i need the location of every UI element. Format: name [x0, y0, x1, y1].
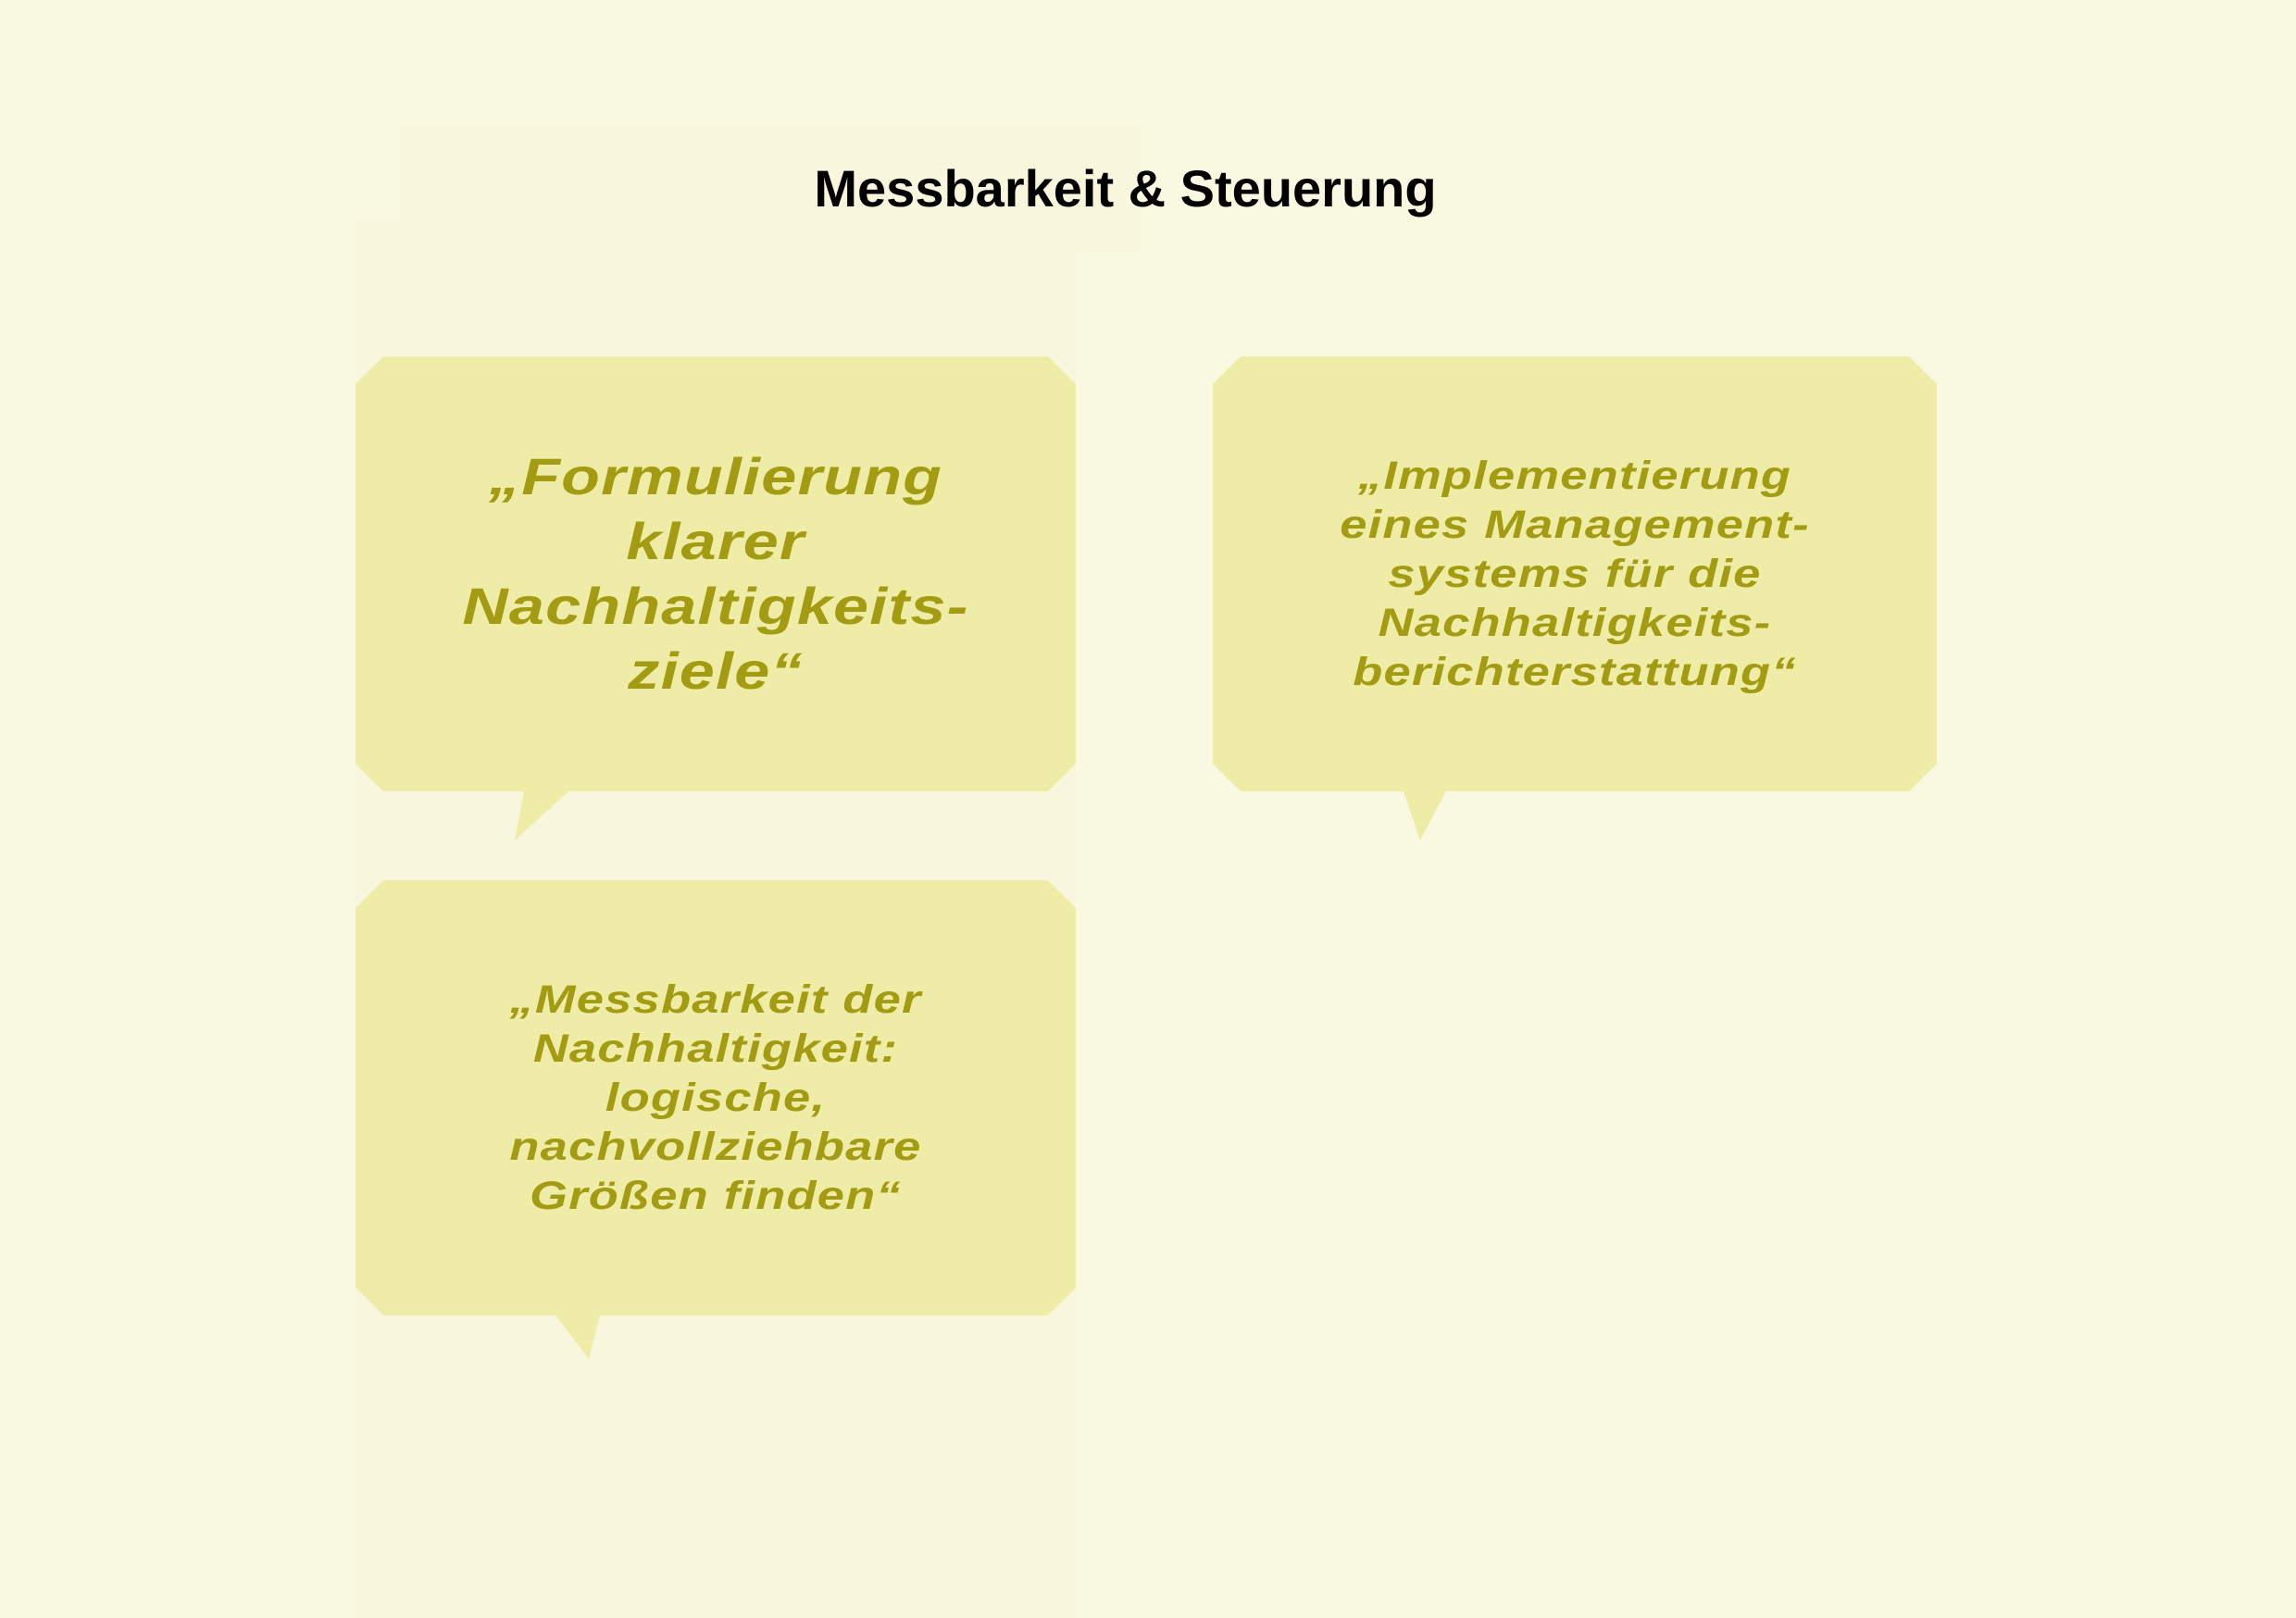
bubble-line: nachvollziehbare: [509, 1124, 922, 1169]
bubble-text: [321, 356, 1110, 791]
bubble-line: Nachhaltigkeit:: [532, 1026, 899, 1071]
bubble-line: „Messbarkeit der: [509, 977, 922, 1022]
bubble-line: logische,: [605, 1075, 827, 1120]
bubble-line: Nachhaltigkeits-: [462, 577, 969, 635]
speech-bubble-management-system: [1213, 356, 1937, 842]
speech-bubble-measurability: [356, 880, 1076, 1361]
bubble-line: Nachhaltigkeits-: [1378, 600, 1772, 645]
bubble-line: „Implementierung: [1357, 453, 1792, 498]
speech-bubble-goals: [356, 356, 1076, 842]
bubble-line: Größen finden“: [530, 1173, 902, 1218]
page-title: Messbarkeit & Steuerung: [814, 159, 1437, 218]
bubble-line: ziele“: [628, 641, 804, 700]
bubble-line: berichterstattung“: [1353, 649, 1797, 694]
bubble-text: [1179, 356, 1971, 791]
bubble-text: [321, 880, 1110, 1315]
bubble-line: systems für die: [1388, 551, 1762, 596]
bubble-line: „Formulierung: [488, 447, 943, 505]
bubble-line: eines Management-: [1340, 502, 1810, 547]
bubble-line: klarer: [626, 512, 805, 570]
